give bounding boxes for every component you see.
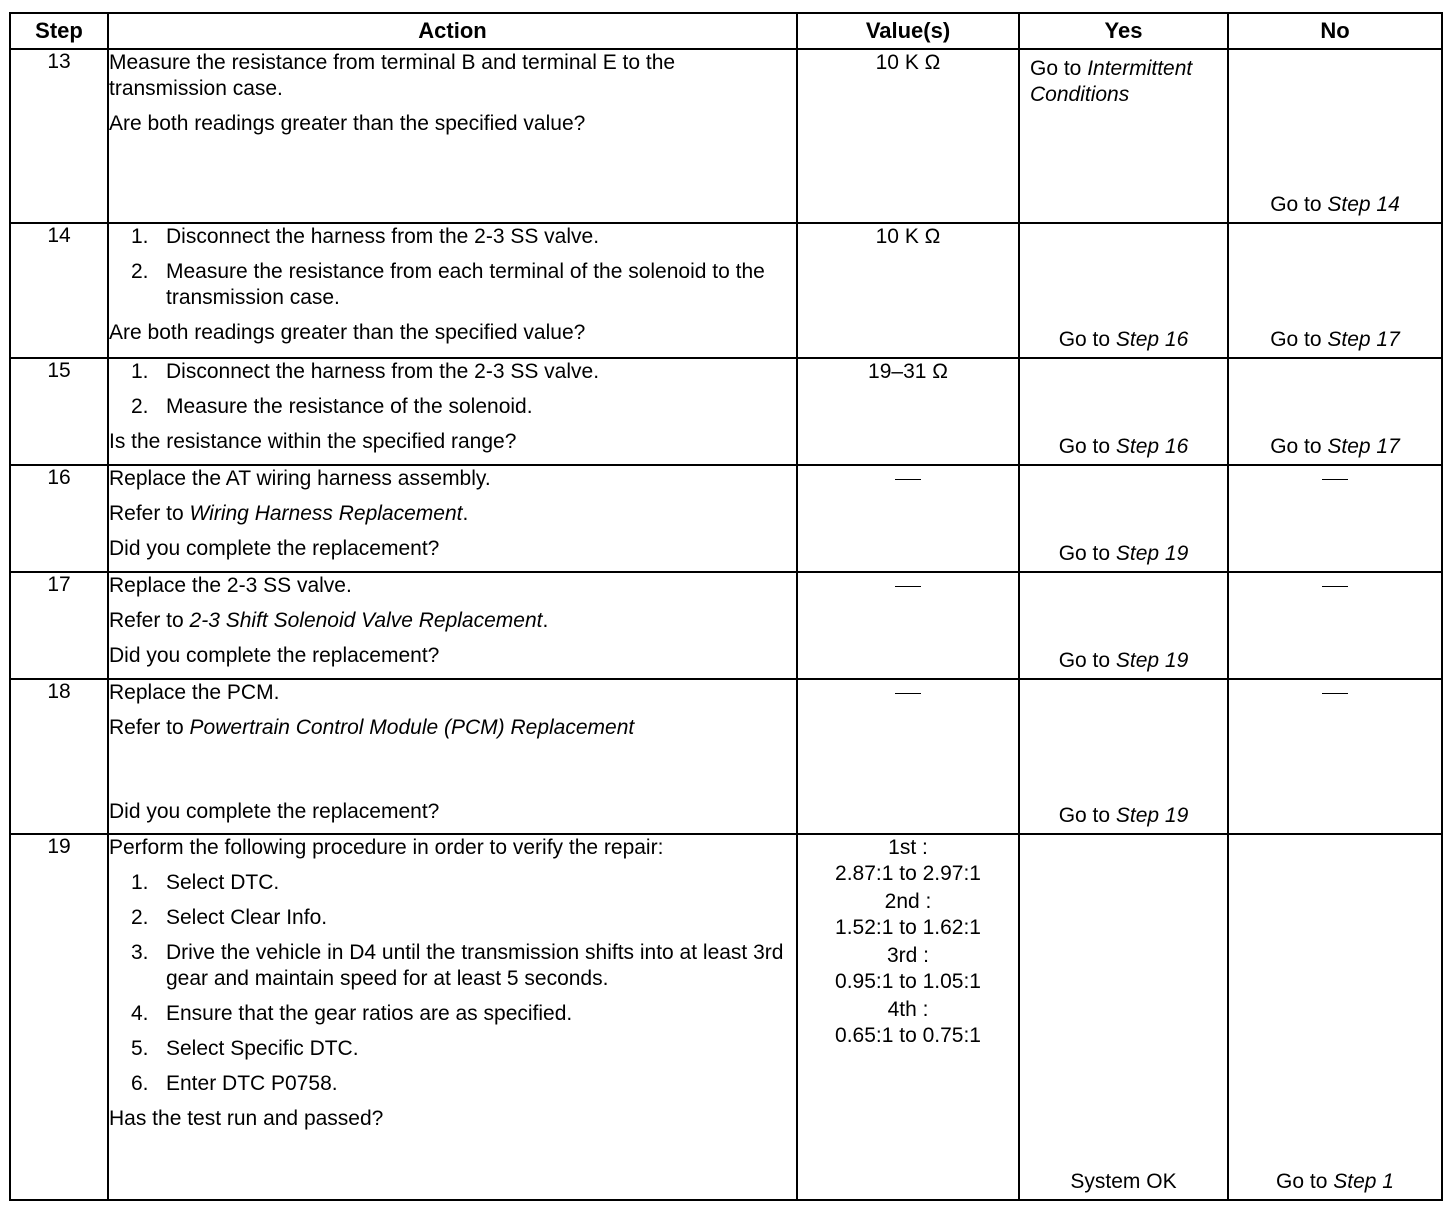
list-item-number: 2. xyxy=(131,395,149,418)
value-cell xyxy=(797,465,1019,572)
action-text: Measure the resistance from terminal B and terminal E to the transmission case. xyxy=(109,51,676,100)
step-number: 14 xyxy=(10,223,108,358)
yes-prefix: Go to xyxy=(1058,328,1116,351)
no-prefix: Go to xyxy=(1276,1170,1334,1193)
list-item-text: Measure the resistance of the solenoid. xyxy=(166,395,533,418)
procedure-list xyxy=(109,870,796,1097)
table-row-15 xyxy=(10,358,1442,465)
yes-prefix: Go to xyxy=(1058,435,1116,458)
no-text xyxy=(1229,327,1441,353)
header-row xyxy=(10,13,1442,49)
action-cell xyxy=(108,358,797,465)
yes-cell xyxy=(1019,223,1228,358)
value-cell xyxy=(797,223,1019,358)
no-link: Step 17 xyxy=(1327,435,1400,458)
refer-suffix: . xyxy=(542,609,549,632)
list-item-number: 1. xyxy=(131,225,149,248)
list-item-text: Select Clear Info. xyxy=(166,906,328,929)
list-item-text: Disconnect the harness from the 2-3 SS valve. xyxy=(166,225,600,248)
table-row-14 xyxy=(10,223,1442,358)
gear-ratio xyxy=(798,943,1018,995)
yes-text xyxy=(1030,56,1223,108)
table-row-13 xyxy=(10,49,1442,223)
yes-prefix: Go to xyxy=(1058,804,1116,827)
list-item-text: Enter DTC P0758. xyxy=(166,1072,338,1095)
list-item-number: 6. xyxy=(131,1072,149,1095)
no-cell xyxy=(1228,834,1442,1200)
value-text: 10 K Ω xyxy=(875,51,941,74)
procedure-list xyxy=(109,224,796,311)
action-cell xyxy=(108,49,797,223)
yes-cell xyxy=(1019,465,1228,572)
no-prefix: Go to xyxy=(1270,193,1328,216)
yes-prefix: Go to xyxy=(1030,57,1088,80)
gear-label: 4th : xyxy=(887,998,929,1021)
action-question: Did you complete the replacement? xyxy=(109,644,440,667)
gear-range: 1.52:1 to 1.62:1 xyxy=(835,916,981,939)
action-question: Are both readings greater than the specified value? xyxy=(109,112,586,135)
refer-prefix: Refer to xyxy=(109,716,190,739)
diagnostic-table xyxy=(9,12,1443,1201)
gear-range: 2.87:1 to 2.97:1 xyxy=(835,862,981,885)
list-item xyxy=(109,224,796,250)
procedure-list xyxy=(109,359,796,420)
step-number: 15 xyxy=(10,358,108,465)
gear-ratio xyxy=(798,889,1018,941)
no-prefix: Go to xyxy=(1270,328,1328,351)
yes-cell xyxy=(1019,679,1228,834)
refer-link: 2-3 Shift Solenoid Valve Replacement xyxy=(189,609,543,632)
yes-link: Step 19 xyxy=(1115,649,1189,672)
no-link: Step 1 xyxy=(1333,1170,1394,1193)
yes-link: Step 16 xyxy=(1115,328,1189,351)
list-item xyxy=(109,394,796,420)
dash-mark xyxy=(1322,586,1348,587)
gear-label: 2nd : xyxy=(884,890,932,913)
list-item xyxy=(109,259,796,311)
yes-text xyxy=(1020,327,1227,353)
action-text: Perform the following procedure in order to verify the repair: xyxy=(109,836,664,859)
table-row-17 xyxy=(10,572,1442,679)
value-cell xyxy=(797,572,1019,679)
no-cell xyxy=(1228,572,1442,679)
no-cell xyxy=(1228,465,1442,572)
list-item-text: Drive the vehicle in D4 until the transmission shifts into at least 3rd gear and maintain speed for at least 5 seconds. xyxy=(166,941,784,990)
list-item xyxy=(109,1001,796,1027)
yes-cell xyxy=(1019,358,1228,465)
yes-text xyxy=(1020,803,1227,829)
value-cell xyxy=(797,358,1019,465)
step-number: 19 xyxy=(10,834,108,1200)
refer-suffix: . xyxy=(462,502,469,525)
step-number: 16 xyxy=(10,465,108,572)
yes-text xyxy=(1020,434,1227,460)
list-item xyxy=(109,940,796,992)
no-cell xyxy=(1228,49,1442,223)
action-question: Did you complete the replacement? xyxy=(109,800,440,823)
list-item-number: 2. xyxy=(131,906,149,929)
list-item-text: Ensure that the gear ratios are as specified. xyxy=(166,1002,573,1025)
gear-label: 1st : xyxy=(888,836,928,859)
no-link: Step 17 xyxy=(1327,328,1400,351)
dash-mark xyxy=(1322,693,1348,694)
value-cell xyxy=(797,679,1019,834)
no-cell xyxy=(1228,679,1442,834)
header-values: Value(s) xyxy=(797,13,1019,49)
list-item-number: 1. xyxy=(131,871,149,894)
no-text xyxy=(1229,1169,1441,1195)
list-item-number: 2. xyxy=(131,260,149,283)
refer-text xyxy=(109,715,796,741)
action-question: Is the resistance within the specified range? xyxy=(109,430,517,453)
list-item xyxy=(109,1071,796,1097)
dash-mark xyxy=(895,693,921,694)
value-text: 19–31 Ω xyxy=(868,360,948,383)
refer-text xyxy=(109,608,796,634)
table-row-19 xyxy=(10,834,1442,1200)
list-item xyxy=(109,905,796,931)
action-cell xyxy=(108,834,797,1200)
no-text xyxy=(1229,192,1441,218)
dash-mark xyxy=(1322,479,1348,480)
yes-cell xyxy=(1019,572,1228,679)
list-item-text: Disconnect the harness from the 2-3 SS valve. xyxy=(166,360,600,383)
refer-text xyxy=(109,501,796,527)
table-row-18 xyxy=(10,679,1442,834)
yes-cell xyxy=(1019,834,1228,1200)
action-cell xyxy=(108,465,797,572)
yes-link: Step 16 xyxy=(1115,435,1189,458)
list-item-text: Select Specific DTC. xyxy=(166,1037,359,1060)
refer-prefix: Refer to xyxy=(109,502,190,525)
step-number: 18 xyxy=(10,679,108,834)
action-text: Replace the AT wiring harness assembly. xyxy=(109,467,491,490)
dash-mark xyxy=(895,586,921,587)
gear-label: 3rd : xyxy=(886,944,930,967)
refer-prefix: Refer to xyxy=(109,609,190,632)
action-cell xyxy=(108,223,797,358)
yes-link: Step 19 xyxy=(1115,804,1189,827)
gear-range: 0.95:1 to 1.05:1 xyxy=(835,970,981,993)
list-item xyxy=(109,359,796,385)
no-link: Step 14 xyxy=(1327,193,1400,216)
yes-text: System OK xyxy=(1070,1170,1177,1193)
yes-prefix: Go to xyxy=(1058,542,1116,565)
action-question: Did you complete the replacement? xyxy=(109,537,440,560)
gear-range: 0.65:1 to 0.75:1 xyxy=(835,1024,981,1047)
table-row-16 xyxy=(10,465,1442,572)
list-item-text: Measure the resistance from each terminal of the solenoid to the transmission case. xyxy=(166,260,765,309)
action-question: Has the test run and passed? xyxy=(109,1107,384,1130)
no-cell xyxy=(1228,358,1442,465)
value-text: 10 K Ω xyxy=(875,225,941,248)
yes-text xyxy=(1020,648,1227,674)
no-prefix: Go to xyxy=(1270,435,1328,458)
refer-link: Wiring Harness Replacement xyxy=(189,502,463,525)
header-no: No xyxy=(1228,13,1442,49)
action-cell xyxy=(108,572,797,679)
list-item xyxy=(109,1036,796,1062)
yes-prefix: Go to xyxy=(1058,649,1116,672)
yes-cell xyxy=(1019,49,1228,223)
action-text: Replace the 2-3 SS valve. xyxy=(109,574,352,597)
yes-link: Step 19 xyxy=(1115,542,1189,565)
no-cell xyxy=(1228,223,1442,358)
list-item-text: Select DTC. xyxy=(166,871,280,894)
list-item xyxy=(109,870,796,896)
step-number: 17 xyxy=(10,572,108,679)
list-item-number: 5. xyxy=(131,1037,149,1060)
yes-text xyxy=(1020,541,1227,567)
step-number: 13 xyxy=(10,49,108,223)
dash-mark xyxy=(895,479,921,480)
gear-ratio xyxy=(798,997,1018,1049)
yes-link: Intermittent Conditions xyxy=(1030,57,1193,106)
list-item-number: 4. xyxy=(131,1002,149,1025)
header-yes: Yes xyxy=(1019,13,1228,49)
no-text xyxy=(1229,434,1441,460)
header-action: Action xyxy=(108,13,797,49)
action-question: Are both readings greater than the specified value? xyxy=(109,321,586,344)
action-text: Replace the PCM. xyxy=(109,681,280,704)
list-item-number: 3. xyxy=(131,941,149,964)
value-cell xyxy=(797,49,1019,223)
header-step: Step xyxy=(10,13,108,49)
action-cell xyxy=(108,679,797,834)
list-item-number: 1. xyxy=(131,360,149,383)
refer-link: Powertrain Control Module (PCM) Replacement xyxy=(189,716,635,739)
value-cell xyxy=(797,834,1019,1200)
gear-ratio xyxy=(798,835,1018,887)
